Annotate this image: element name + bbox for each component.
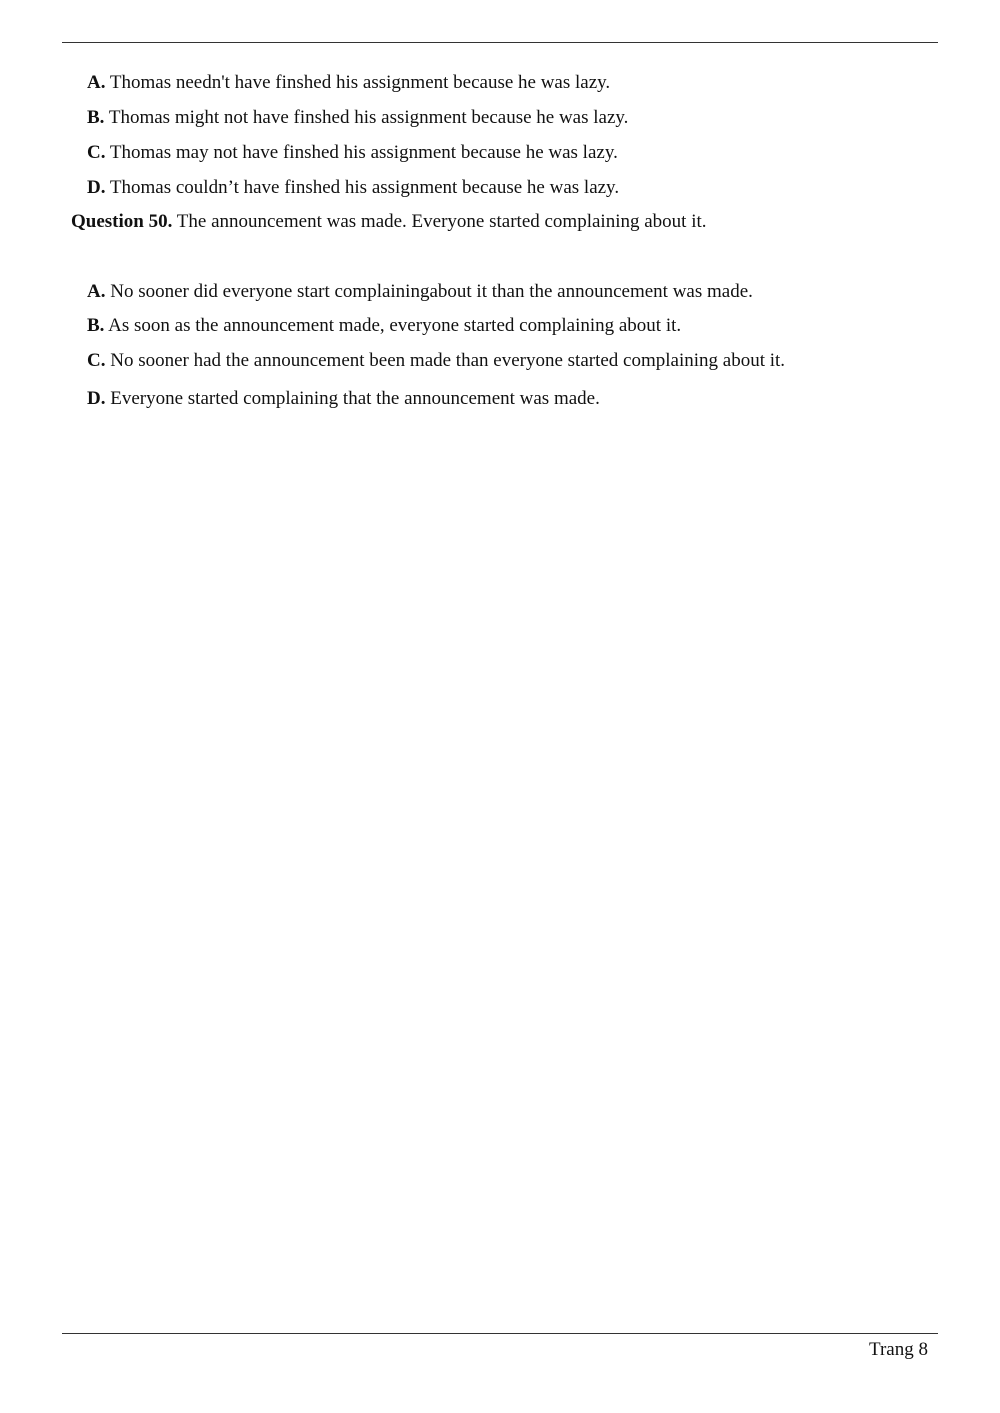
q50-option-c <box>87 349 785 373</box>
option-text: Thomas couldn’t have finshed his assignment because he was lazy. <box>109 177 620 198</box>
q50-option-d <box>87 387 600 411</box>
option-label: A. <box>87 72 106 93</box>
q50-option-b <box>87 314 681 338</box>
option-text: No sooner did everyone start complainingabout it than the announcement was made. <box>110 281 753 302</box>
option-text: Thomas might not have finshed his assignment because he was lazy. <box>108 107 629 128</box>
question-50-stem <box>71 210 707 234</box>
q49-option-a <box>87 71 610 95</box>
header-rule <box>62 42 938 43</box>
option-label: A. <box>87 281 106 302</box>
option-text: Everyone started complaining that the announcement was made. <box>110 388 600 409</box>
q49-option-c <box>87 141 618 165</box>
option-text: As soon as the announcement made, everyone started complaining about it. <box>108 315 682 336</box>
option-label: B. <box>87 315 105 336</box>
option-text: No sooner had the announcement been made than everyone started complaining about it. <box>110 350 786 371</box>
q49-option-d <box>87 176 619 200</box>
q50-option-a <box>87 280 753 304</box>
option-label: C. <box>87 142 106 163</box>
option-label: D. <box>87 177 106 198</box>
option-label: C. <box>87 350 106 371</box>
option-text: Thomas may not have finshed his assignment because he was lazy. <box>109 142 618 163</box>
option-text: Thomas needn't have finshed his assignment because he was lazy. <box>109 72 611 93</box>
question-text: The announcement was made. Everyone started complaining about it. <box>176 211 707 232</box>
option-label: B. <box>87 107 105 128</box>
page-number: Trang 8 <box>869 1339 928 1360</box>
footer-rule <box>62 1333 938 1334</box>
option-label: D. <box>87 388 106 409</box>
question-number: Question 50. <box>71 211 173 232</box>
q49-option-b <box>87 106 628 130</box>
